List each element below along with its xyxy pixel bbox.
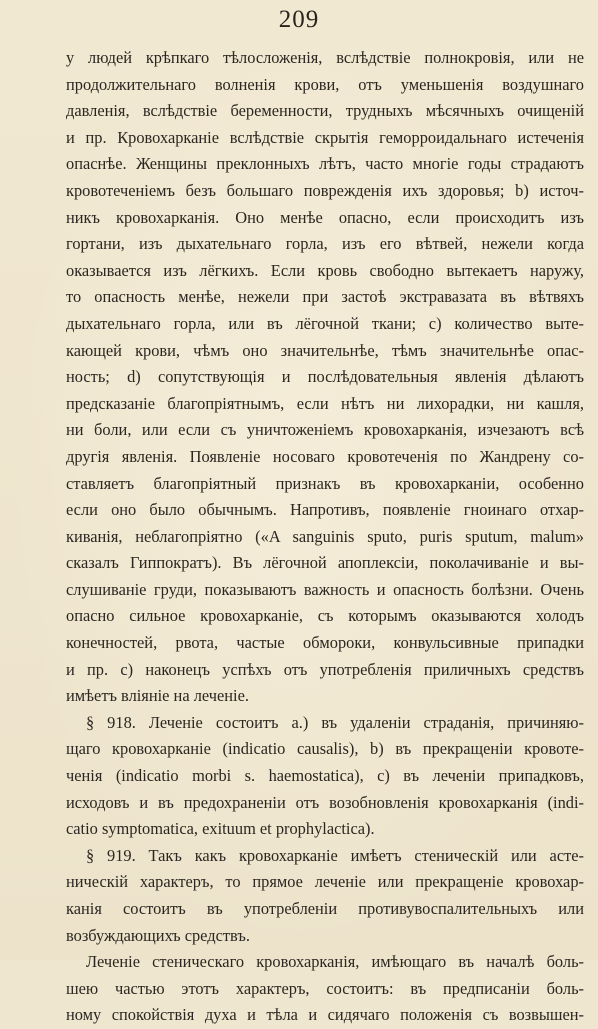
text-line: ность; d) сопутствующія и послѣдовательныя явленія дѣлаютъ: [66, 367, 584, 387]
body-text: [66, 45, 584, 1029]
text-line: шею частью этотъ характеръ, состоитъ: въ предписаніи боль-: [66, 978, 584, 998]
text-line: оказывается изъ лёгкихъ. Если кровь свободно вытекаетъ наружу,: [66, 260, 584, 280]
text-line: то опасность менѣе, нежели при застоѣ экстравазата въ вѣтвяхъ: [66, 287, 584, 307]
text-line: если оно было обычнымъ. Напротивъ, появленіе гноинаго отхар-: [66, 500, 584, 520]
text-line: у людей крѣпкаго тѣлосложенія, вслѣдствіе полнокровія, или не: [66, 48, 584, 67]
text-line: давленія, вслѣдствіе беременности, трудныхъ мѣсячныхъ очищеній: [66, 101, 584, 121]
paragraph-section-918: [66, 710, 584, 843]
text-line: канія состоитъ въ употребленіи противувоспалительныхъ или: [66, 899, 584, 918]
text-line: и пр. c) наконецъ успѣхъ отъ употребленія приличныхъ средствъ: [66, 659, 584, 679]
text-line: сказалъ Гиппократъ). Въ лёгочной апоплексіи, поколачиваніе и вы-: [66, 553, 584, 573]
text-line: ни боли, или если съ уничтоженіемъ кровохарканія, изчезаютъ всѣ: [66, 420, 584, 440]
text-line: ному спокойствія духа и тѣла и сидячаго положенія съ возвышен-: [66, 1005, 584, 1025]
text-line: ченія (indicatio morbi s. haemostatica), c) въ леченіи припадковъ,: [66, 766, 584, 786]
text-line: catio symptomatica, exituum et prophylactica).: [66, 819, 375, 839]
text-line: другія явленія. Появленіе носоваго кровотеченія по Жандрену со-: [66, 446, 584, 466]
text-line: киванія, неблагопріятно («A sanguinis sputo, puris sputum, malum»: [66, 526, 584, 546]
text-line: кающей крови, чѣмъ оно значительнѣе, тѣмъ значительнѣе опас-: [66, 340, 584, 360]
text-line: ническій характеръ, то прямое леченіе или прекращеніе кровохар-: [66, 872, 584, 892]
text-line: никъ кровохарканія. Оно менѣе опасно, если происходитъ изъ: [66, 207, 584, 227]
text-line: § 919. Такъ какъ кровохарканіе имѣетъ стеническій или асте-: [86, 845, 584, 865]
text-line: Леченіе стеническаго кровохарканія, имѣющаго въ началѣ боль-: [86, 952, 584, 972]
page-number: 209: [278, 6, 320, 33]
text-line: дыхательнаго горла, или въ лёгочной ткани; c) количество выте-: [66, 313, 584, 333]
text-line: опаснѣе. Женщины преклонныхъ лѣтъ, часто многіе годы страдаютъ: [66, 154, 584, 174]
text-line: предсказаніе благопріятнымъ, если нѣтъ ни лихорадки, ни кашля,: [66, 393, 584, 413]
text-line: слушиваніе груди, показываютъ важность и опасность болѣзни. Очень: [66, 579, 584, 599]
text-line: гортани, изъ дыхательнаго горла, изъ его вѣтвей, нежели когда: [66, 234, 584, 254]
text-line: исходовъ и въ предохраненіи отъ возобновленія кровохарканія (indi-: [66, 792, 584, 812]
paragraph-section-919: [66, 843, 584, 949]
text-line: § 918. Леченіе состоитъ a.) въ удаленіи страданія, причиняю-: [86, 712, 584, 732]
text-line: и пр. Кровохарканіе вслѣдствіе скрытія геморроидальнаго истеченія: [66, 127, 584, 147]
text-line: щаго кровохарканіе (indicatio causalis), b) въ прекращеніи кровоте-: [66, 739, 584, 759]
text-line: ставляетъ благопріятный признакъ въ кровохарканіи, особенно: [66, 473, 584, 493]
text-line: продолжительнаго волненія крови, отъ уменьшенія воздушнаго: [66, 74, 584, 94]
text-line: имѣетъ вліяніе на леченіе.: [66, 686, 249, 706]
text-line: опасно сильное кровохарканіе, съ которымъ оказываются холодъ: [66, 606, 584, 626]
text-line: конечностей, рвота, частые обмороки, конвульсивные припадки: [66, 633, 584, 653]
paragraph-4: [66, 949, 584, 1029]
paragraph-1: [66, 45, 584, 710]
text-line: возбуждающихъ средствъ.: [66, 925, 250, 945]
text-line: кровотеченіемъ безъ большаго поврежденія ихъ здоровья; b) источ-: [66, 180, 584, 200]
